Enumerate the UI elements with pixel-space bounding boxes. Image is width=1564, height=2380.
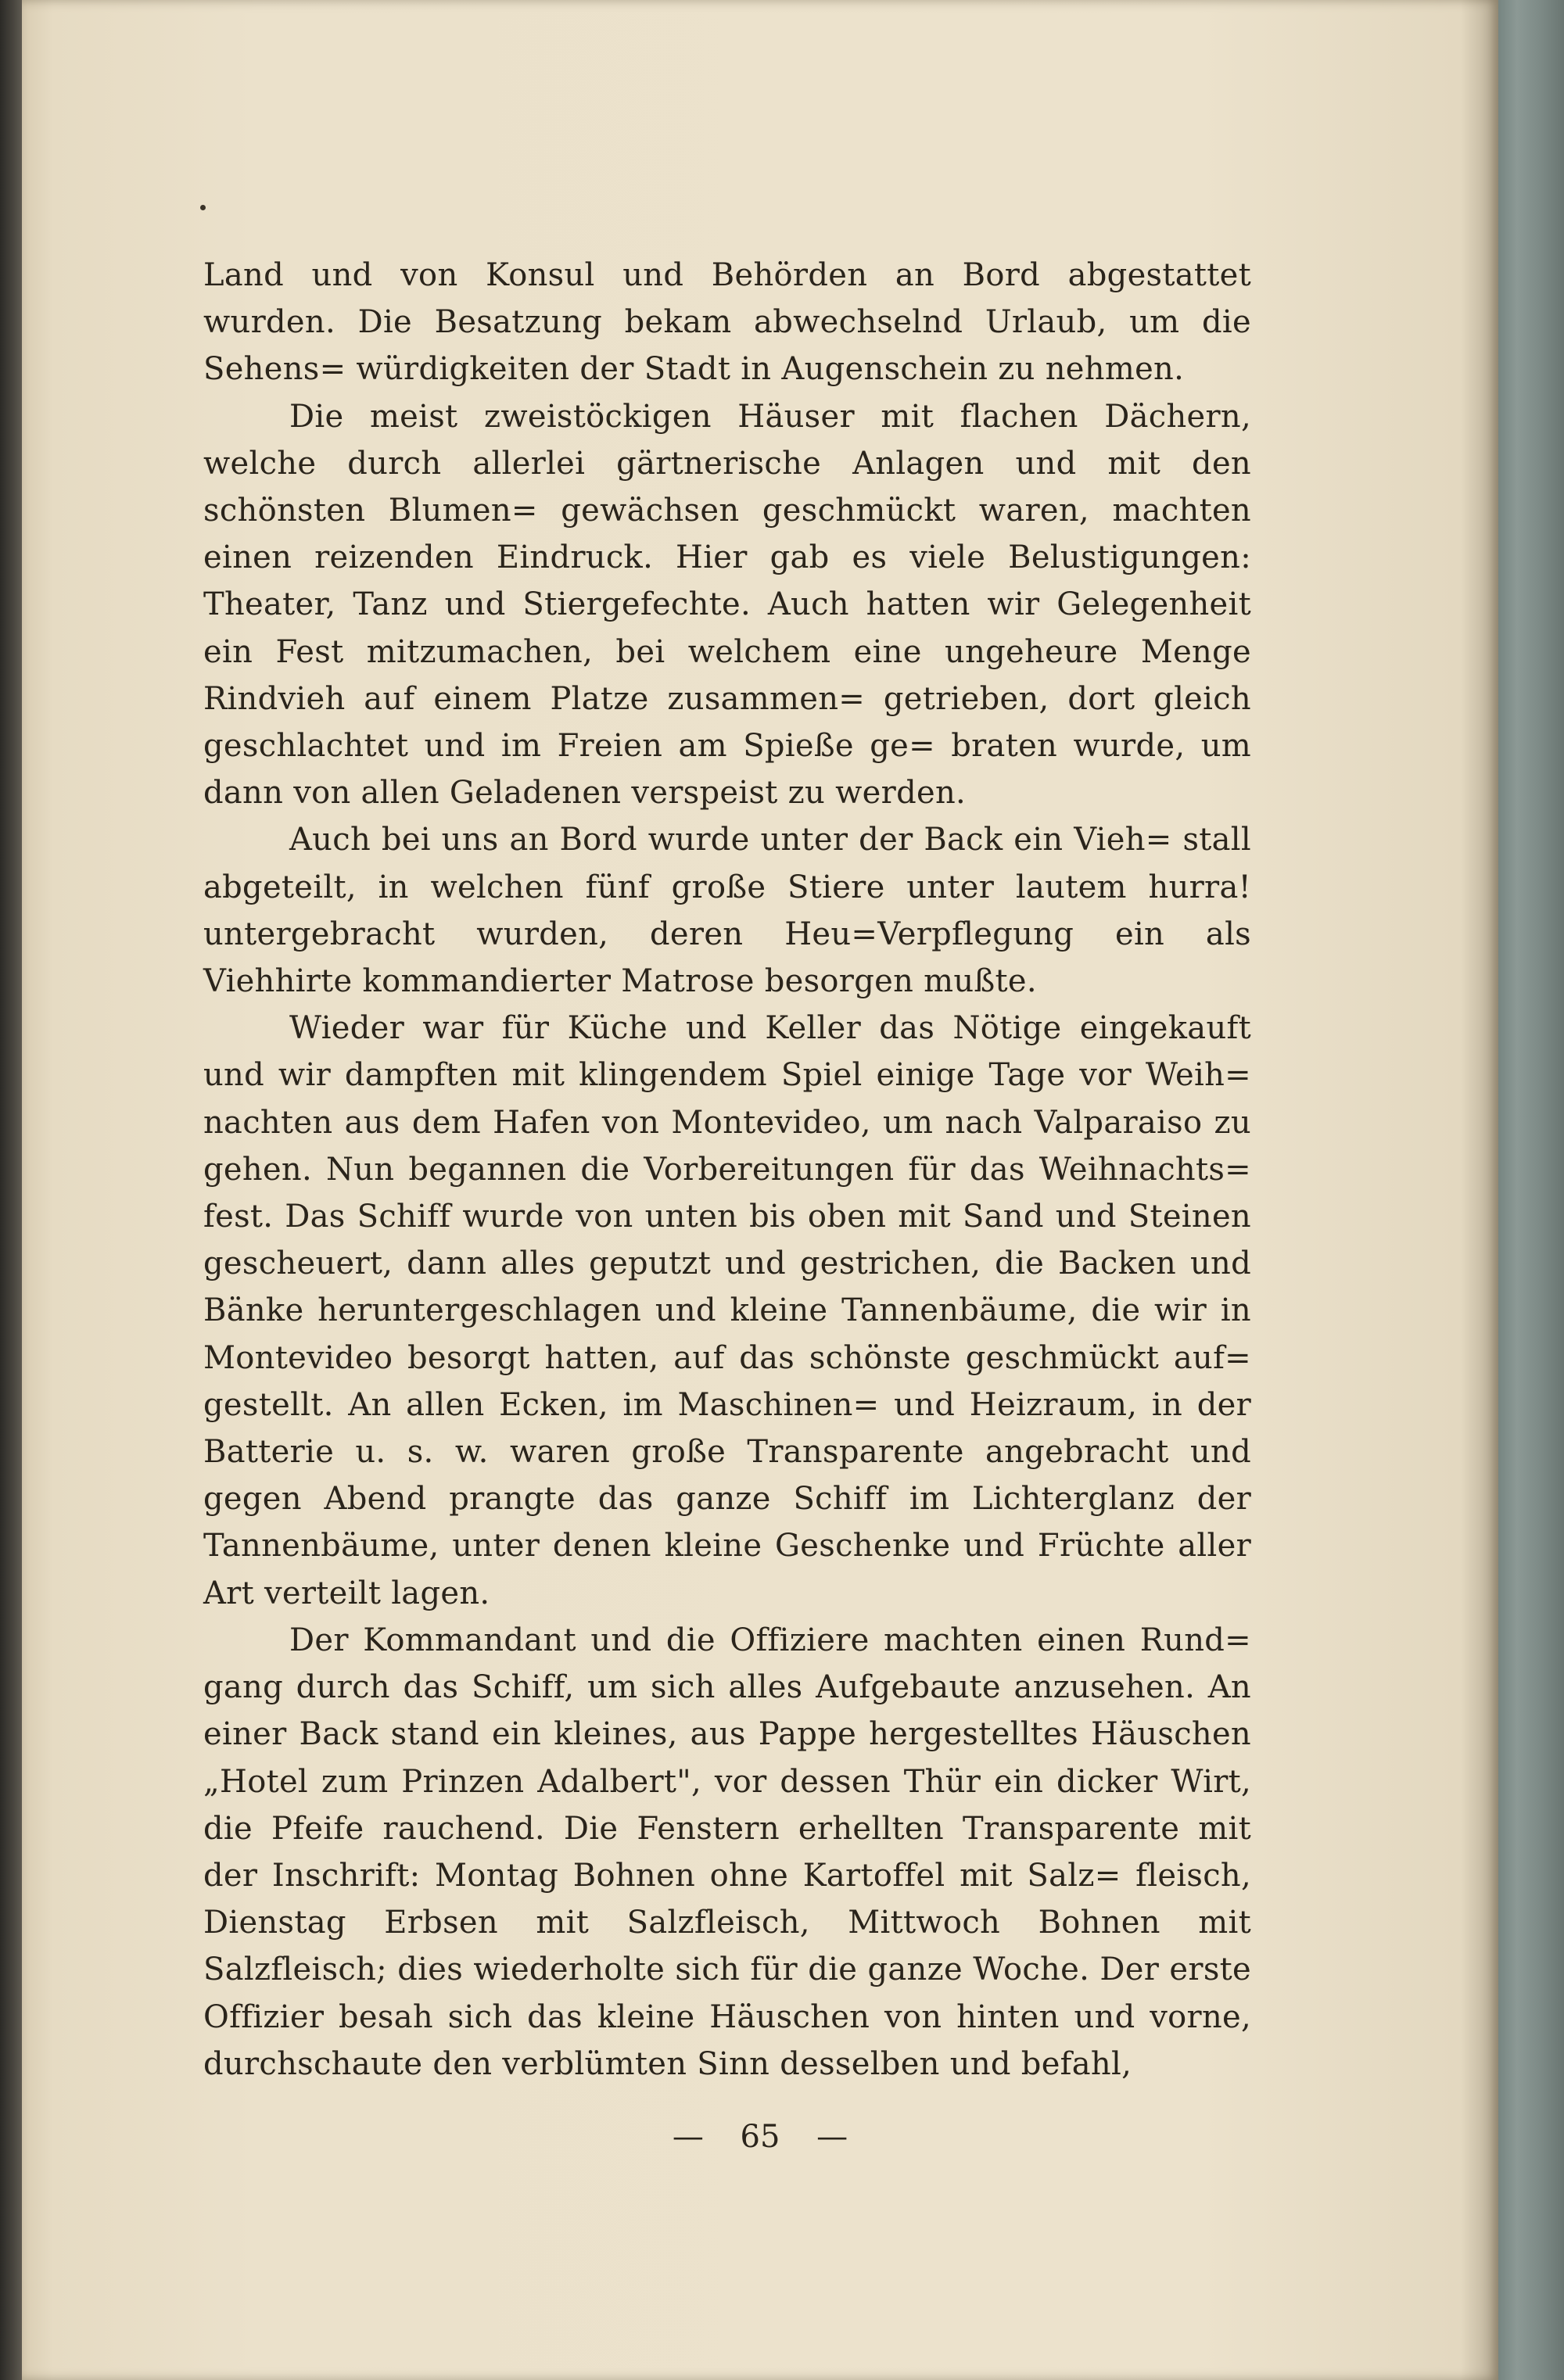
paragraph-4: Wieder war für Küche und Keller das Nötige eingekauft und wir dampften mit klingendem Spiel einige Tage vor Weih= nachten aus dem Hafen von Montevideo, um nach Valparaiso zu gehen. Nun begannen die Vorbereitungen für das Weihnachts= fest. Das Schiff wurde von unten bis oben mit Sand und Steinen gescheuert, dann alles geputzt und gestrichen, die Backen und Bänke heruntergeschlagen und kleine Tannenbäume, die wir in Montevideo besorgt hatten, auf das schönste geschmückt auf= gestellt. An allen Ecken, im Maschinen= und Heizraum, in der Batterie u. s. w. waren große Transparente angebracht und gegen Abend prangte das ganze Schiff im Lichterglanz der Tannenbäume, unter denen kleine Geschenke und Früchte aller Art verteilt lagen. (203, 1010, 1251, 1611)
ink-speck (200, 205, 206, 210)
page-footer (22, 2119, 1498, 2155)
paragraph-1: Land und von Konsul und Behörden an Bord abgestattet wurden. Die Besatzung bekam abwechselnd Urlaub, um die Sehens= würdigkeiten der Stadt in Augenschein zu nehmen. (203, 257, 1251, 388)
paragraph-3: Auch bei uns an Bord wurde unter der Back ein Vieh= stall abgeteilt, in welchen fünf große Stiere unter lautem hurra! untergebracht wurden, deren Heu=Verpflegung ein als Viehhirte kommandierter Matrose besorgen mußte. (203, 822, 1251, 1000)
page-number: 65 (740, 2119, 780, 2155)
paragraph-5: Der Kommandant und die Offiziere machten einen Rund= gang durch das Schiff, um sich alles Aufgebaute anzusehen. An einer Back stand ein kleines, aus Pappe hergestelltes Häuschen „Hotel zum Prinzen Adalbert", vor dessen Thür ein dicker Wirt, die Pfeife rauchend. Die Fenstern erhellten Transparente mit der Inschrift: Montag Bohnen ohne Kartoffel mit Salz= fleisch, Dienstag Erbsen mit Salzfleisch, Mittwoch Bohnen mit Salzfleisch; dies wiederholte sich für die ganze Woche. Der erste Offizier besah sich das kleine Häuschen von hinten und vorne, durchschaute den verblümten Sinn desselben und befahl, (203, 1622, 1251, 2082)
footer-dash-left: — (672, 2119, 704, 2155)
book-page (22, 0, 1498, 2380)
body-text (203, 252, 1251, 2088)
paragraph-2: Die meist zweistöckigen Häuser mit flachen Dächern, welche durch allerlei gärtnerische Anlagen und mit den schönsten Blumen= gewächsen geschmückt waren, machten einen reizenden Eindruck. Hier gab es viele Belustigungen: Theater, Tanz und Stiergefechte. Auch hatten wir Gelegenheit ein Fest mitzumachen, bei welchem eine ungeheure Menge Rindvieh auf einem Platze zusammen= getrieben, dort gleich geschlachtet und im Freien am Spieße ge= braten wurde, um dann von allen Geladenen verspeist zu werden. (203, 398, 1251, 812)
footer-dash-right: — (816, 2119, 848, 2155)
